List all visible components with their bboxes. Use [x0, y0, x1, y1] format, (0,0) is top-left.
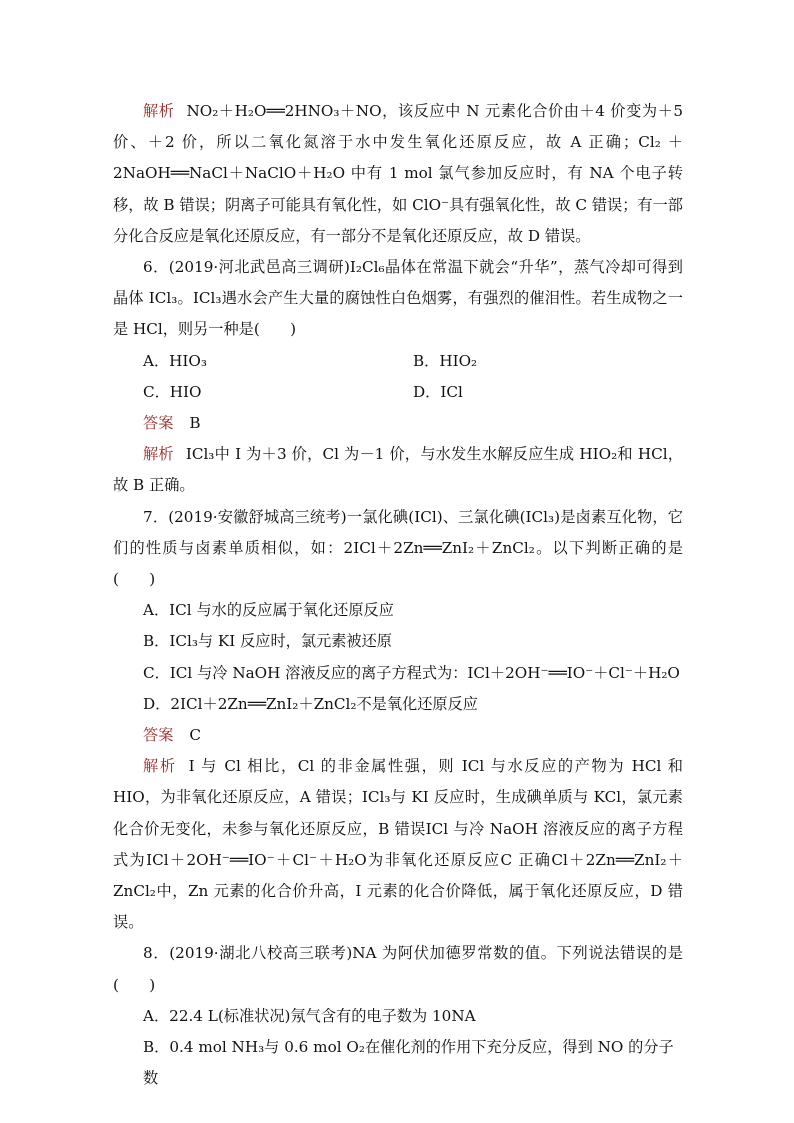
option-a: A．HIO₃ — [143, 351, 207, 370]
option-b: B．ICl₃与 KI 反应时，氯元素被还原 — [143, 632, 392, 651]
analysis-text: ICl₃中 I 为＋3 价，Cl 为－1 价，与水发生水解反应生成 HIO₂和 HCl，故 B 正确。 — [113, 445, 683, 495]
question-6-answer — [113, 408, 683, 439]
question-7-stem: 7．(2019·安徽舒城高三统考)一氯化碘(ICl)、三氯化碘(ICl₃)是卤素互化物，它们的性质与卤素单质相似，如：2ICl＋2Zn══ZnI₂＋ZnCl₂。以下判断正确的是( ) — [113, 507, 683, 589]
question-8-stem: 8．(2019·湖北八校高三联考)NA 为阿伏加德罗常数的值。下列说法错误的是( ) — [113, 944, 683, 994]
option-c: C．ICl 与冷 NaOH 溶液反应的离子方程式为：ICl＋2OH⁻══IO⁻＋Cl⁻＋H₂O — [143, 663, 680, 682]
analysis-text: I 与 Cl 相比，Cl 的非金属性强，则 ICl 与水反应的产物为 HCl 和 HIO，为非氧化还原反应，A 错误；ICl₃与 KI 反应时，生成碘单质与 KCl，氯元素化合价无变化，未参与氧化还原反应，B 错误ICl 与冷 NaOH 溶液反应的离子方程式为ICl＋2OH⁻══IO⁻＋Cl⁻＋H₂O为非氧化还原反应C 正确Cl＋2Zn══ZnI₂＋ZnCl₂中，Zn 元素的化合价升高，I 元素的化合价降低，属于氧化还原反应，D 错误。 — [113, 757, 683, 932]
question-7-answer — [113, 720, 683, 751]
option-d: D．2ICl＋2Zn══ZnI₂＋ZnCl₂不是氧化还原反应 — [143, 694, 478, 713]
question-6-analysis — [113, 439, 683, 501]
answer-value: C — [189, 726, 201, 745]
option-b: B．HIO₂ — [413, 351, 478, 370]
document-page — [113, 96, 683, 1095]
answer-tag: 答案 — [143, 726, 174, 745]
analysis-tag: 解析 — [143, 102, 175, 120]
answer-value: B — [189, 414, 201, 433]
analysis-paragraph-1 — [113, 96, 683, 252]
option-a: A．ICl 与水的反应属于氧化还原反应 — [143, 601, 394, 620]
analysis-text: NO₂＋H₂O══2HNO₃＋NO，该反应中 N 元素化合价由＋4 价变为＋5 价、＋2 价，所以二氧化氮溶于水中发生氧化还原反应，故 A 正确；Cl₂ ＋2NaOH══NaCl＋NaClO＋H₂O 中有 1 mol 氯气参加反应时，有 NA 个电子转移，故 B 错误；阴离子可能具有氧化性，如 ClO⁻具有强氧化性，故 C 错误；有一部分化合反应是氧化还原反应，有一部分不是氧化还原反应，故 D 错误。 — [113, 102, 683, 245]
question-6-stem: 6．(2019·河北武邑高三调研)I₂Cl₆晶体在常温下就会“升华”，蒸气冷却可得到晶体 ICl₃。ICl₃遇水会产生大量的腐蚀性白色烟雾，有强烈的催泪性。若生成物之一是 HCl，则另一种是( ) — [113, 258, 683, 339]
option-d: D．ICl — [413, 382, 463, 401]
analysis-tag: 解析 — [143, 445, 174, 464]
question-6-options-row-2 — [113, 377, 683, 408]
answer-tag: 答案 — [143, 414, 174, 433]
option-a: A．22.4 L(标准状况)氖气含有的电子数为 10NA — [143, 1006, 476, 1025]
option-b: B．0.4 mol NH₃与 0.6 mol O₂在催化剂的作用下充分反应，得到 NO 的分子数 — [143, 1038, 674, 1088]
analysis-tag: 解析 — [143, 757, 177, 776]
option-c: C．HIO — [143, 382, 202, 401]
question-6-options-row-1 — [113, 346, 683, 377]
question-7-analysis — [113, 751, 683, 938]
